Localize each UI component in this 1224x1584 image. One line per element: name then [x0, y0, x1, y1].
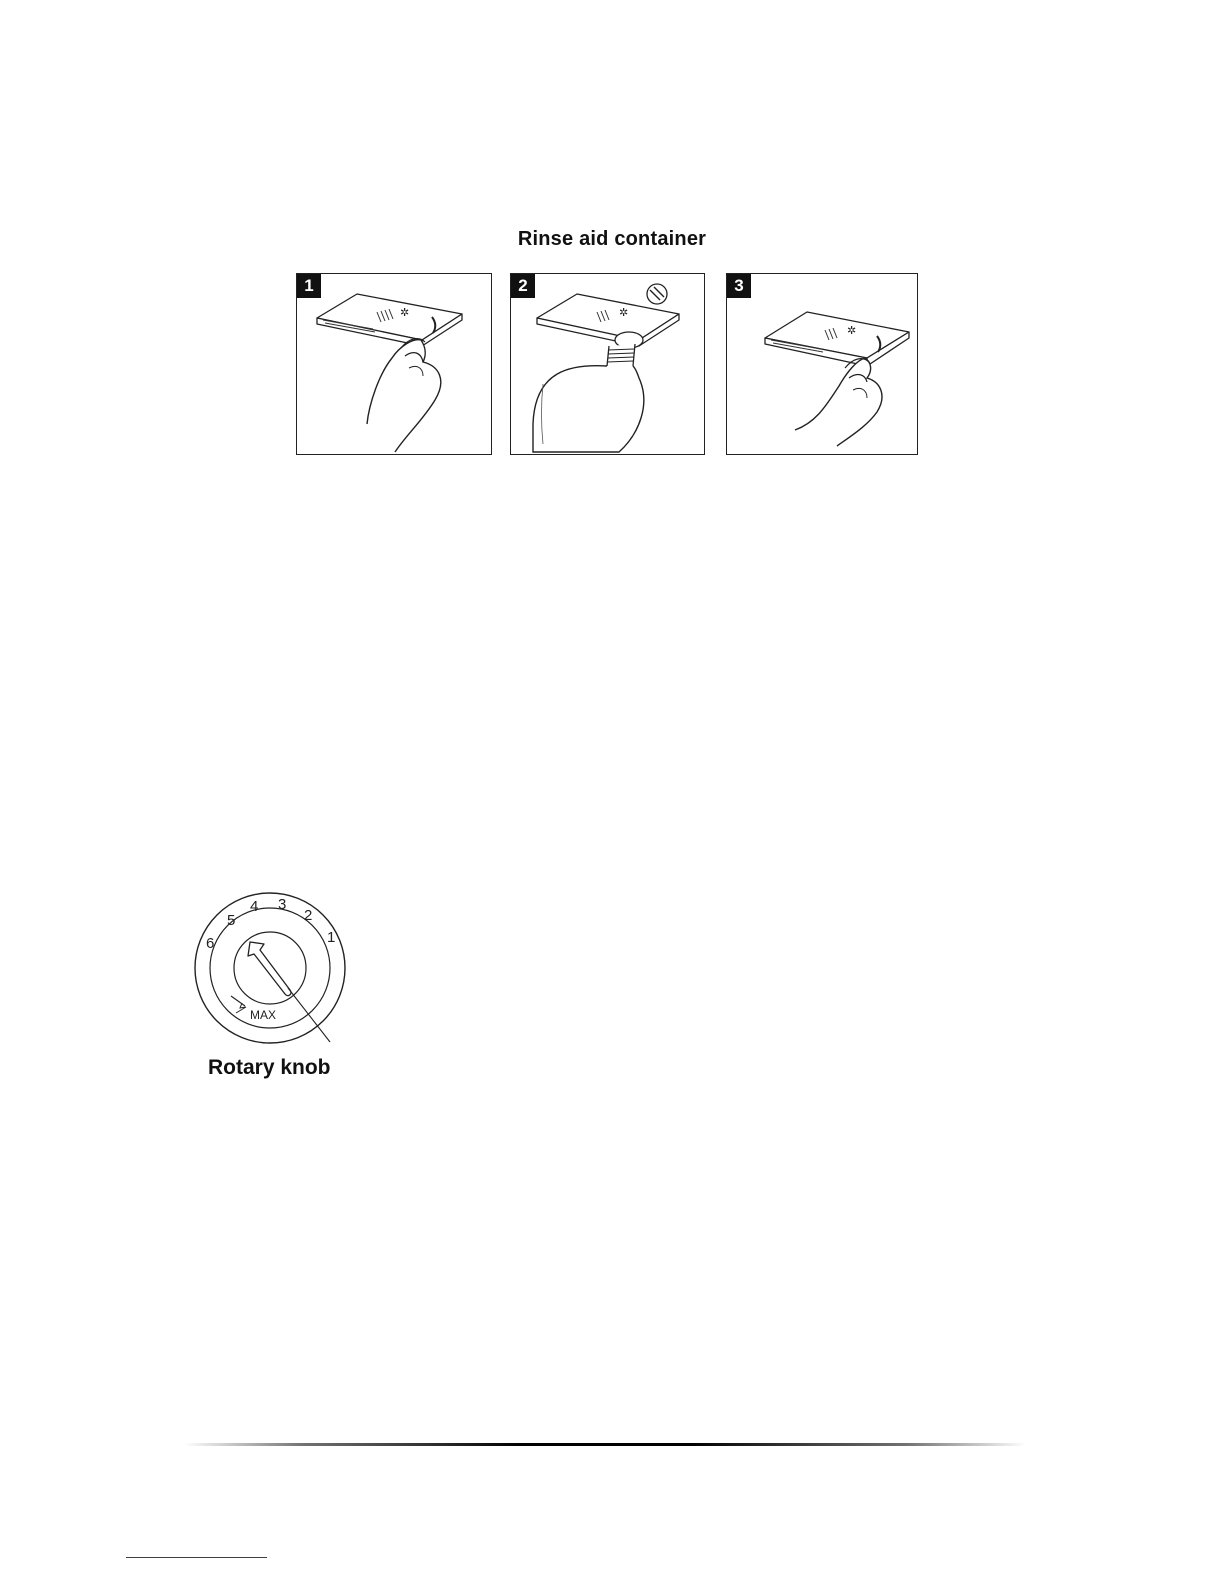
step-panel-3	[726, 273, 918, 455]
open-cap-hand-icon	[297, 274, 490, 453]
knob-caption: Rotary knob	[208, 1056, 331, 1079]
knob-scale-4: 4	[250, 898, 259, 915]
svg-text:✲: ✲	[619, 306, 629, 319]
knob-scale-3: 3	[278, 896, 287, 913]
step-panel-2	[510, 273, 705, 455]
step-number-1: 1	[297, 274, 321, 298]
knob-scale-6: 6	[206, 935, 215, 952]
fill-bottle-icon	[511, 274, 703, 453]
knob-max-label: MAX	[250, 1008, 277, 1022]
rinse-aid-title: Rinse aid container	[517, 228, 707, 250]
close-cap-hand-icon	[727, 274, 916, 453]
knob-scale-5: 5	[227, 912, 236, 929]
rotary-knob-icon	[190, 890, 352, 1050]
footnote-rule	[126, 1557, 267, 1558]
knob-scale-2: 2	[304, 907, 313, 924]
step-number-2: 2	[511, 274, 535, 298]
svg-text:✲: ✲	[847, 324, 857, 337]
svg-text:✲: ✲	[400, 306, 410, 319]
step-number-3: 3	[727, 274, 751, 298]
step-panel-1	[296, 273, 492, 455]
knob-scale-1: 1	[327, 929, 336, 946]
footer-rule	[184, 1443, 1026, 1446]
